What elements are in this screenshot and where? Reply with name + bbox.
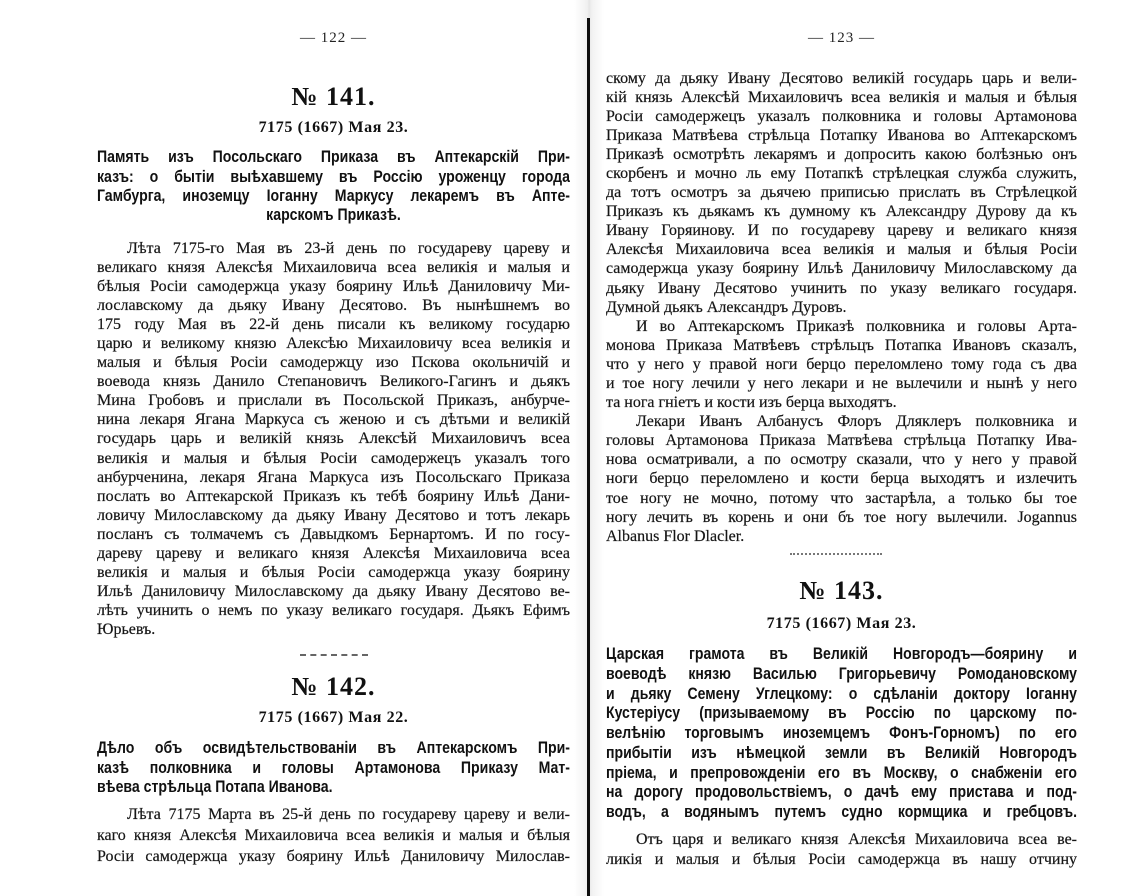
body-line: Лекари Иванъ Албанусъ Флоръ Дляклеръ полковника и	[636, 413, 1077, 431]
body-line: бѣлыя Росіи самодержца указу боярину Ильѣ Даниловичу Ми-	[97, 277, 570, 295]
heading-line: водъ, а водянымъ путемъ судно кормщика и гребцовъ.	[606, 802, 1077, 821]
body-line: Лѣта 7175-го Мая въ 23-й день по государеву цареву и	[127, 239, 570, 257]
body-line: Росіи самодержца указу боярину Ильѣ Даниловичу Милослав-	[97, 847, 570, 865]
page-number: — 122 —	[300, 30, 367, 46]
body-line: Думной дьякъ Александръ Дуровъ.	[606, 298, 847, 316]
body-line: лѣть учинить о немъ по указу великаго государя. Дьякъ Ефимъ	[97, 602, 570, 620]
heading-line: Царская грамота въ Великій Новгородъ—боярину и	[606, 644, 1077, 663]
body-line: кій князь Алексѣй Михаиловичъ всеа великія и малыя и бѣлыя	[606, 88, 1077, 106]
body-line: Мина Гробовъ и прислали въ Посольской Приказъ, анбурче-	[97, 392, 570, 410]
body-line: ловичу Милославскому да дьяку Ивану Десятово и тотъ лекарь	[97, 506, 570, 524]
body-line: посланъ съ толмачемъ съ Давыдкомъ Бернартомъ. И по госу-	[97, 525, 570, 543]
heading-line: вѣева стрѣльца Потапа Иванова.	[97, 777, 333, 796]
body-line: Albanus Flor Dlacler.	[606, 527, 745, 545]
heading-line: воеводѣ князю Василью Григорьевичу Ромодановскому	[606, 663, 1077, 683]
body-line: Ильѣ Даниловичу Милославскому да дьяку Ивану Десятово ве-	[97, 583, 570, 601]
body-line: Приказа Матвѣева стрѣльца Потапку Иванова во Аптекарскомъ	[606, 126, 1077, 144]
body-line: анбурченина, лекаря Ягана Маркуса изъ Посольскаго Приказа	[97, 468, 570, 486]
heading-line: Дѣло объ освидѣтельствованіи въ Аптекарскомъ При-	[97, 738, 570, 757]
body-line: самодержца указу боярину Ильѣ Даниловичу Милославскому да	[606, 260, 1077, 278]
body-line: великаго князя Алексѣя Михаиловича всеа великія и малыя и	[97, 258, 570, 276]
body-line: Ивану Горяинову. И по государеву цареву и великаго князя	[606, 222, 1077, 240]
page-number: — 123 —	[808, 30, 875, 46]
body-line: и тое ногу лечили у него лекари и не вылечили и нынѣ у него	[606, 375, 1077, 392]
body-line: великія и малыя и бѣлыя Росіи самодержецъ указалъ того	[97, 449, 570, 467]
document-number: № 141.	[291, 82, 376, 111]
heading-line: на дорогу продовольствіемъ, о дачѣ ему пристава и под-	[606, 782, 1077, 802]
body-line: нина лекаря Ягана Маркуса съ женою и съ дѣтьми и великій	[97, 411, 570, 429]
body-line: Алексѣя Михаиловича всеа великія и малыя и бѣлыя Росіи	[606, 241, 1077, 259]
heading-line: и дьяку Семену Углецкому: о сдѣланіи доктору Іоганну	[606, 683, 1077, 703]
body-line: малыя и бѣлыя Росіи самодержцу изо Пскова окольничій и	[97, 354, 570, 372]
section-divider	[300, 654, 368, 656]
body-line: дьяку Ивану Десятово учинить по указу великаго государя.	[606, 279, 1077, 297]
body-line: Приказъ къ дьякамъ къ думному къ Александру Дурову да къ	[606, 203, 1077, 221]
body-line: царю и великому князю Алексѣю Михаиловичу всеа великія и	[97, 334, 570, 352]
document-heading	[97, 738, 570, 797]
body-line: скому да дьяку Ивану Десятово великій государь царь и вели-	[606, 69, 1077, 87]
body-line: Юрьевъ.	[97, 621, 156, 639]
document-body-continued	[606, 69, 1077, 546]
heading-line: карскомъ Приказѣ.	[266, 205, 401, 225]
heading-line: пріема, и препровожденіи его въ Москву, о снабженіи его	[606, 762, 1077, 782]
document-body	[606, 830, 1077, 870]
section-divider	[790, 553, 882, 555]
body-line: воевода князь Данило Степановичъ Великого-Гагинъ и дьякъ	[97, 373, 570, 391]
body-line: государь царь и великій князь Алексѣй Михаиловичъ всеа	[97, 430, 570, 448]
heading-line: Кустеріусу (призываемому въ Россію по царскому по-	[606, 703, 1077, 723]
document-date: 7175 (1667) Мая 23.	[258, 119, 409, 136]
document-number: № 143.	[799, 576, 884, 605]
heading-line: Память изъ Посольскаго Приказа въ Аптекарскій При-	[97, 147, 570, 167]
heading-line: казъ: о бытіи выѣхавшему въ Россію уроженцу города	[97, 166, 570, 186]
body-line: тое ногу не мочно, потому что застарѣла, а только бы тое	[606, 489, 1077, 507]
document-date: 7175 (1667) Мая 23.	[766, 615, 917, 632]
body-line: послать во Аптекарской Приказъ къ тебѣ боярину Ильѣ Дани-	[97, 487, 570, 505]
document-heading	[606, 644, 1077, 822]
document-body	[97, 804, 570, 867]
body-line: скорбенъ и мочно ль ему Потапкѣ стрѣлецкая служба служить,	[606, 164, 1077, 182]
body-line: головы Артамонова Приказа Матвѣева стрѣльца Потапку Ива-	[606, 432, 1077, 450]
body-line: дареву цареву и великаго князя Алексѣя Михаиловича всеа	[97, 545, 570, 562]
heading-line: прибытіи изъ нѣмецкой земли въ Великій Новгородъ	[606, 742, 1077, 762]
document-number: № 142.	[291, 672, 376, 701]
body-line: что у него у правой ноги берцо переломлено тому года съ два	[606, 355, 1077, 373]
body-line: лославскому да дьяку Ивану Десятово. Въ нынѣшнемъ во	[97, 296, 570, 314]
body-line: да тотъ осмотръ за дьячею приписью прислать въ Стрѣлецкой	[606, 184, 1077, 202]
body-line: ноги берцо переломлено и кости берца выходятъ и излечить	[606, 470, 1077, 488]
body-line: нова осматривали, а по осмотру сказали, что у него у правой	[606, 451, 1077, 469]
body-line: та нога гніетъ и кости изъ берца выходятъ.	[606, 394, 897, 412]
body-line: монова Приказа Матвѣевъ стрѣльцъ Потапка Ивановъ сказалъ,	[606, 336, 1077, 354]
body-line: ликія и малыя и бѣлыя Росіи самодержца въ нашу отчину	[606, 851, 1077, 868]
body-line: великія и малыя и бѣлыя Росіи самодержца указу боярину	[97, 564, 570, 582]
body-line: И во Аптекарскомъ Приказѣ полковника и головы Арта-	[636, 317, 1077, 335]
right-page	[590, 0, 1140, 896]
heading-line: Гамбурга, иноземцу Іоганну Маркусу лекаремъ въ Апте-	[97, 185, 570, 205]
body-line: каго князя Алексѣя Михаиловича всеа великія и малыя и бѣлыя	[97, 826, 570, 844]
body-line: Росіи самодержецъ указалъ полковника и головы Артамонова	[606, 107, 1077, 125]
document-heading	[97, 147, 570, 224]
body-line: Лѣта 7175 Марта въ 25-й день по государеву цареву и вели-	[127, 805, 570, 823]
document-body	[97, 239, 570, 640]
document-date: 7175 (1667) Мая 22.	[258, 709, 409, 726]
body-line: 175 году Мая въ 22-й день писали къ великому государю	[97, 315, 570, 333]
heading-line: казѣ полковника и головы Артамонова Приказу Мат-	[97, 757, 570, 777]
body-line: Приказѣ осмотрѣть лекарямъ и допросить какою болѣзнью онъ	[606, 145, 1077, 163]
heading-line: велѣнію торговымъ иноземцемъ Фонъ-Горномъ) по его	[606, 723, 1077, 742]
body-line: Отъ царя и великаго князя Алексѣя Михаиловича всеа ве-	[636, 831, 1077, 848]
body-line: ногу лечить въ корень и они бъ тое ногу вылечили. Jogannus	[606, 508, 1077, 526]
